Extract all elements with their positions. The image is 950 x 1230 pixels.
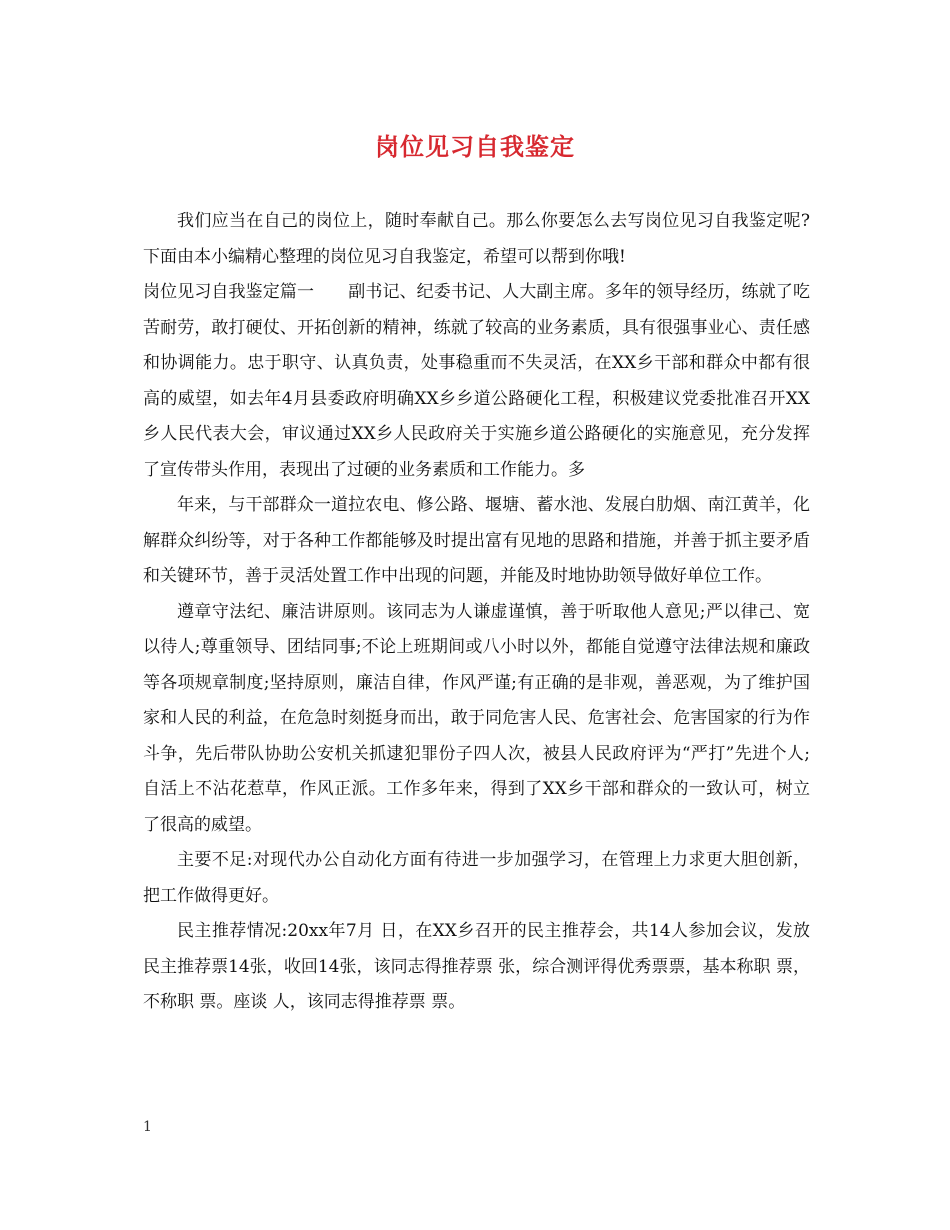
paragraph-shortcomings: 主要不足:对现代办公自动化方面有待进一步加强学习，在管理上力求更大胆创新，把工作做得更好。: [143, 850, 810, 906]
page-number: 1: [143, 1119, 152, 1135]
paragraph-work-experience: 年来，与干部群众一道拉农电、修公路、堰塘、蓄水池、发展白肋烟、南江黄羊，化解群众纠纷等，对于各种工作都能够及时提出富有见地的思路和措施，并善于抓主要矛盾和关键环节，善于灵活处置工作中出现的问题，并能及时地协助领导做好单位工作。: [143, 495, 810, 586]
document-title: 岗位见习自我鉴定: [375, 132, 575, 161]
paragraph-section-one: 岗位见习自我鉴定篇一 副书记、纪委书记、人大副主席。多年的领导经历，练就了吃苦耐劳，敢打硬仗、开拓创新的精神，练就了较高的业务素质，具有很强事业心、责任感和协调能力。忠于职守、认真负责，处事稳重而不失灵活，在XX乡干部和群众中都有很高的威望，如去年4月县委政府明确XX乡乡道公路硬化工程，积极建议党委批准召开XX乡人民代表大会，审议通过XX乡人民政府关于实施乡道公路硬化的实施意见，充分发挥了宣传带头作用，表现出了过硬的业务素质和工作能力。多: [143, 282, 810, 480]
document-body: [143, 204, 810, 1021]
paragraph-integrity: 遵章守法纪、廉洁讲原则。该同志为人谦虚谨慎，善于听取他人意见;严以律己、宽以待人;尊重领导、团结同事;不论上班期间或八小时以外，都能自觉遵守法律法规和廉政等各项规章制度;坚持原则，廉洁自律，作风严谨;有正确的是非观，善恶观，为了维护国家和人民的利益，在危急时刻挺身而出，敢于同危害人民、危害社会、危害国家的行为作斗争，先后带队协助公安机关抓逮犯罪份子四人次，被县人民政府评为“严打”先进个人;自活上不沾花惹草，作风正派。工作多年来，得到了XX乡干部和群众的一致认可，树立了很高的威望。: [143, 601, 810, 835]
paragraph-recommendation: 民主推荐情况:20xx年7月 日，在XX乡召开的民主推荐会，共14人参加会议，发放民主推荐票14张，收回14张，该同志得推荐票 张，综合测评得优秀票票，基本称职 票，不称职 票。座谈 人，该同志得推荐票 票。: [143, 921, 810, 1012]
paragraph-intro: 我们应当在自己的岗位上，随时奉献自己。那么你要怎么去写岗位见习自我鉴定呢?下面由本小编精心整理的岗位见习自我鉴定，希望可以帮到你哦!: [143, 211, 810, 267]
